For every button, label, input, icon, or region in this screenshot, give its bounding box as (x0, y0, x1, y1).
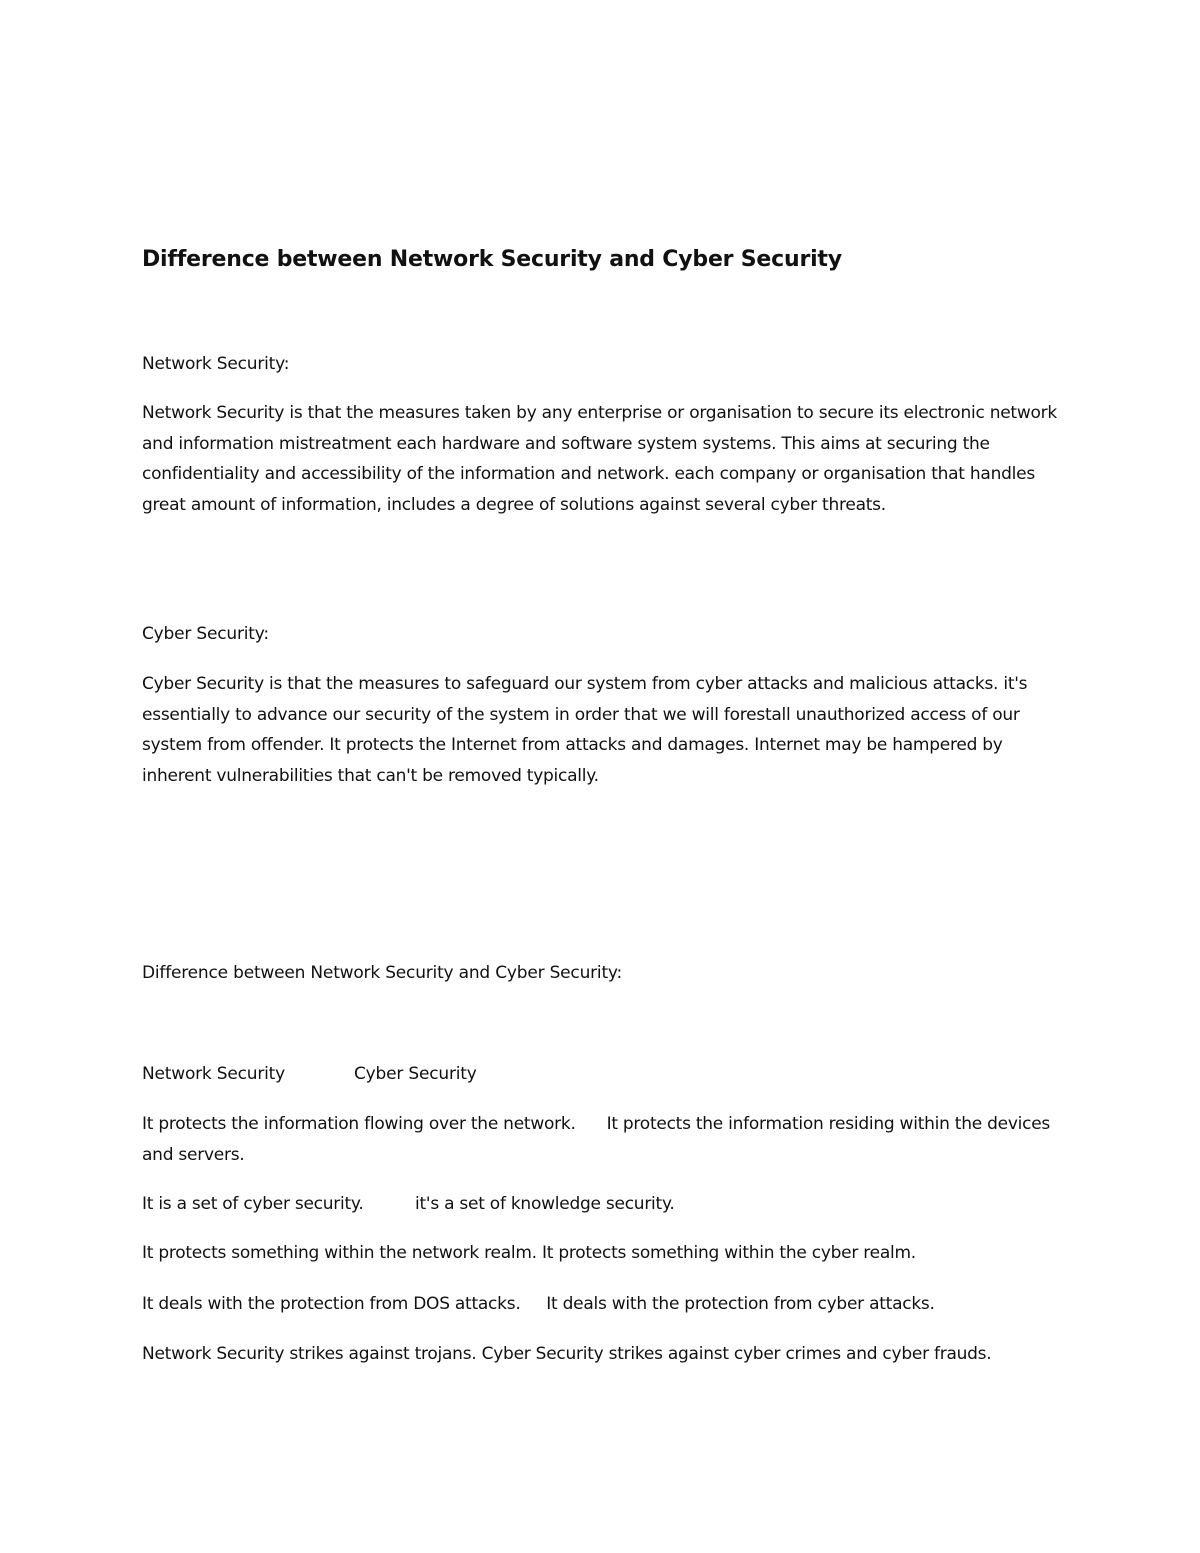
comparison-cyber-cell: it's a set of knowledge security. (415, 1194, 675, 1214)
network-security-paragraph: Network Security is that the measures taken by any enterprise or organisation to secure its electronic network and information mistreatment each hardware and software system systems. This aims at securing the confidentiality and accessibility of the information and network. each company or organisation that handles great amount of information, includes a degree of solutions against several cyber threats. (142, 403, 1057, 515)
comparison-row (142, 1339, 1082, 1370)
comparison-row (142, 1109, 1082, 1170)
comparison-network-cell: It protects the information flowing over the network. (142, 1114, 576, 1134)
comparison-network-cell: It deals with the protection from DOS attacks. (142, 1294, 521, 1314)
comparison-cyber-cell: It protects the information residing within the devices and servers. (142, 1114, 1051, 1165)
comparison-gap (576, 1114, 607, 1134)
comparison-network-cell: Network Security strikes against trojans. (142, 1344, 477, 1364)
comparison-row (142, 1289, 1082, 1320)
comparison-gap (363, 1194, 415, 1214)
column-header-cyber-security: Cyber Security (354, 1064, 477, 1084)
comparison-gap (521, 1294, 547, 1314)
comparison-row (142, 1189, 1082, 1220)
comparison-row (142, 1238, 1082, 1269)
comparison-cyber-cell: It protects something within the cyber realm. (542, 1243, 916, 1263)
difference-heading: Difference between Network Security and Cyber Security: (142, 963, 623, 983)
network-security-heading: Network Security: (142, 354, 290, 374)
comparison-network-cell: It protects something within the network realm. (142, 1243, 537, 1263)
comparison-cyber-cell: It deals with the protection from cyber attacks. (546, 1294, 935, 1314)
document-title: Difference between Network Security and Cyber Security (142, 247, 842, 272)
comparison-cyber-cell: Cyber Security strikes against cyber crimes and cyber frauds. (481, 1344, 992, 1364)
cyber-security-heading: Cyber Security: (142, 624, 269, 644)
column-header-network-security: Network Security (142, 1064, 285, 1084)
comparison-network-cell: It is a set of cyber security. (142, 1194, 364, 1214)
cyber-security-paragraph: Cyber Security is that the measures to safeguard our system from cyber attacks and malicious attacks. it's essentially to advance our security of the system in order that we will forestall unauthorized access of our system from offender. It protects the Internet from attacks and damages. Internet may be hampered by inherent vulnerabilities that can't be removed typically. (142, 674, 1028, 786)
